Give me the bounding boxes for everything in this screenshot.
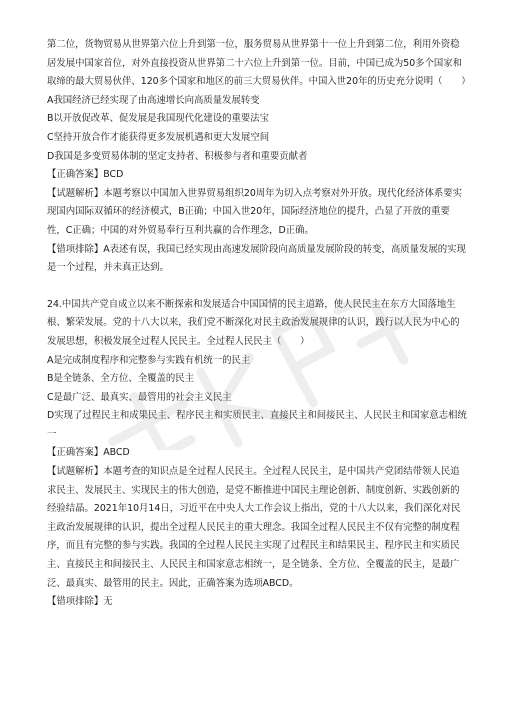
section-gap bbox=[47, 278, 467, 296]
q23-option-a: A我国经济已经实现了由高速增长向高质量发展转变 bbox=[47, 94, 260, 106]
q24-option-d: D实现了过程民主和成果民主、程序民主和实质民主、直接民主和间接民主、人民民主和国家意志相统一 bbox=[47, 410, 467, 440]
q23-option-b: B以开放促改革、促发展是我国现代化建设的重要法宝 bbox=[47, 113, 270, 125]
q24-option-a: A是完成制度程序和完整参与实践有机统一的民主 bbox=[47, 354, 251, 366]
q24-answer: 【正确答案】ABCD bbox=[47, 447, 130, 459]
q23-exclusion: 【错项排除】A表述有误，我国已经实现由高速发展阶段向高质量发展阶段的转变，高质量发展的实现是一个过程，并未真正达到。 bbox=[47, 243, 466, 274]
document-page bbox=[47, 36, 471, 612]
q23-answer: 【正确答案】BCD bbox=[47, 169, 124, 181]
q23-stem: 第二位，货物贸易从世界第六位上升到第一位，服务贸易从世界第十一位上升到第二位，利用外资稳居发展中国家首位，对外直接投资从世界第二十六位上升到第一位。目前，中国已成为50多个国家和取缔的最大贸易伙伴、120多个国家和地区的前三大贸易伙伴。中国入世20年的历史充分说明（ ） bbox=[47, 39, 471, 88]
q24-analysis: 【试题解析】本题考查的知识点是全过程人民民主。全过程人民民主，是中国共产党团结带领人民追求民主、发展民主、实现民主的伟大创造，是党不断推进中国民主理论创新、制度创新、实践创新的经验结晶。2021年10月14日，习近平在中央人大工作会议上指出，党的十八大以来，我们深化对民主政治发展规律的认识，提出全过程人民民主的重大理念。我国全过程人民民主不仅有完整的制度程序，而且有完整的参与实践。我国的全过程人民民主实现了过程民主和结果民主、程序民主和实质民主、直接民主和间接民主、人民民主和国家意志相统一，是全链条、全方位、全覆盖的民主，是最广泛、最真实、最管用的民主。因此，正确答案为选项ABCD。 bbox=[47, 466, 461, 589]
q23-option-c: C坚持开放合作才能获得更多发展机遇和更大发展空间 bbox=[47, 131, 270, 143]
q23-analysis: 【试题解析】本题考察以中国加入世界贸易组织20周年为切入点考察对外开放。现代化经济体系要实现国内国际双循环的经济模式，B正确；中国入世20年，国际经济地位的提升，凸显了开放的重要性，C正确；中国的对外贸易奉行互利共赢的合作理念，D正确。 bbox=[47, 187, 463, 236]
q24-option-b: B是全链条、全方位、全覆盖的民主 bbox=[47, 373, 195, 385]
q24-exclusion: 【错项排除】无 bbox=[47, 596, 113, 608]
q24-option-c: C是最广泛、最真实、最管用的社会主义民主 bbox=[47, 391, 232, 403]
q23-option-d: D我国是多变贸易体制的坚定支持者、积极参与者和重要贡献者 bbox=[47, 150, 308, 162]
q24-stem: 24.中国共产党自成立以来不断探索和发展适合中国国情的民主道路，使人民民主在东方大国落地生根、繁荣发展。党的十八大以来，我们党不断深化对民主政治发展规律的认识，践行以人民为中心的发展思想，积极发展全过程人民民主。全过程人民民主（ ） bbox=[47, 298, 460, 347]
